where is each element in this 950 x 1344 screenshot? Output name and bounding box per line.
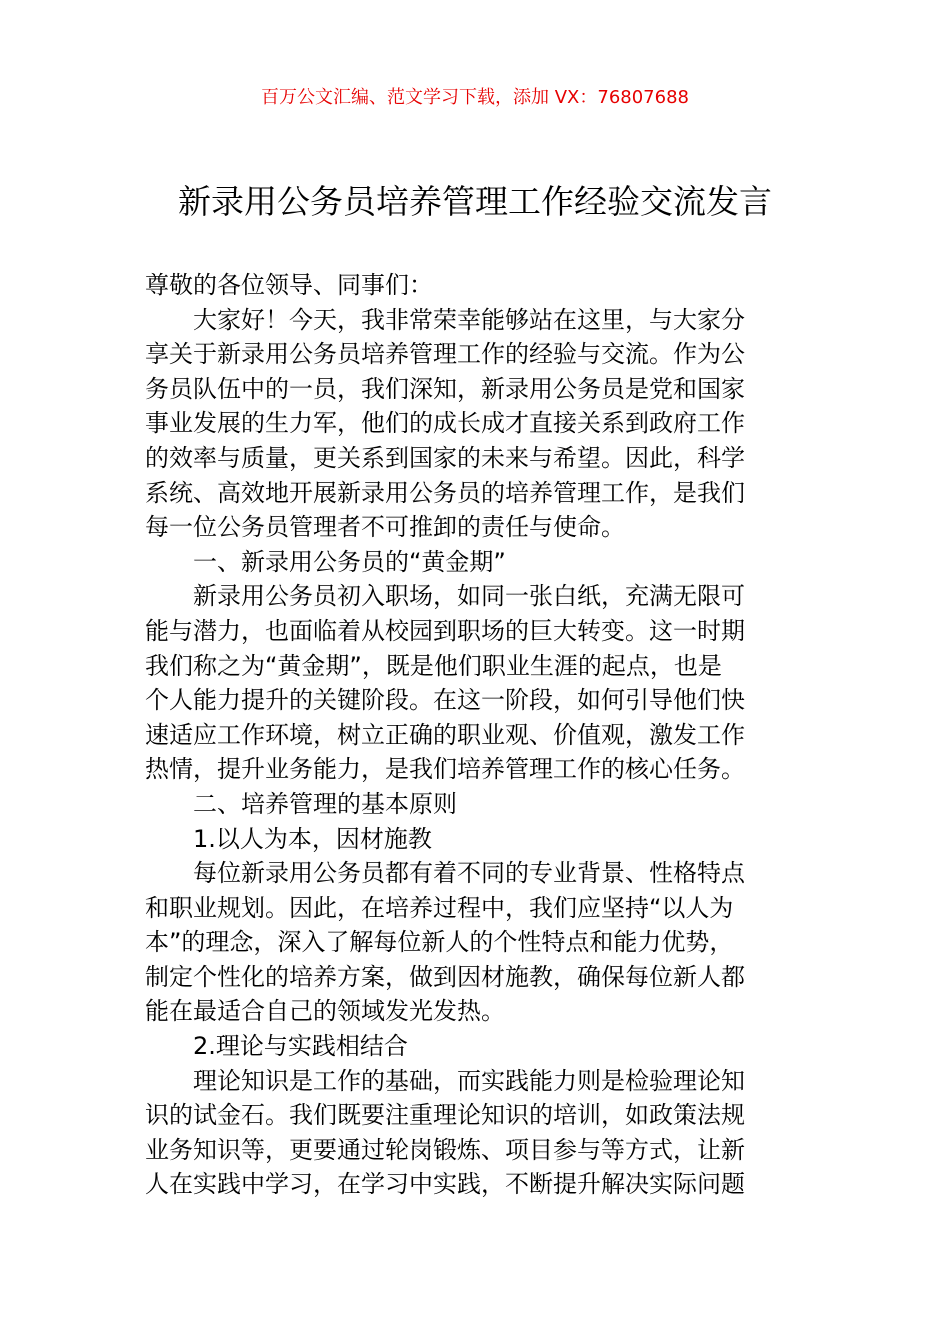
text-line: 理论知识是工作的基础，而实践能力则是检验理论知 xyxy=(193,1066,745,1095)
text-line: 大家好！今天，我非常荣幸能够站在这里，与大家分 xyxy=(193,305,745,334)
text-line: 1.以人为本，因材施教 xyxy=(193,824,432,853)
text-line: 我们称之为“黄金期”，既是他们职业生涯的起点，也是 xyxy=(145,651,722,680)
text-line: 二、培养管理的基本原则 xyxy=(193,789,457,818)
header-watermark: 百万公文汇编、范文学习下载，添加 VX：76807688 xyxy=(261,87,689,108)
text-line: 尊敬的各位领导、同事们： xyxy=(145,271,433,299)
text-line: 每一位公务员管理者不可推卸的责任与使命。 xyxy=(145,513,625,542)
text-line: 个人能力提升的关键阶段。在这一阶段，如何引导他们快 xyxy=(145,686,745,715)
text-line: 能与潜力，也面临着从校园到职场的巨大转变。这一时期 xyxy=(145,616,745,645)
text-line: 业务知识等，更要通过轮岗锻炼、项目参与等方式，让新 xyxy=(145,1135,745,1164)
text-line: 每位新录用公务员都有着不同的专业背景、性格特点 xyxy=(193,859,745,888)
text-line: 识的试金石。我们既要注重理论知识的培训，如政策法规 xyxy=(145,1101,745,1130)
text-line: 一、新录用公务员的“黄金期” xyxy=(193,547,506,576)
text-line: 享关于新录用公务员培养管理工作的经验与交流。作为公 xyxy=(145,340,745,369)
text-line: 事业发展的生力军，他们的成长成才直接关系到政府工作 xyxy=(145,409,745,438)
text-line: 和职业规划。因此，在培养过程中，我们应坚持“以人为 xyxy=(145,893,734,922)
document-title: 新录用公务员培养管理工作经验交流发言 xyxy=(178,182,772,221)
text-line: 新录用公务员初入职场，如同一张白纸，充满无限可 xyxy=(193,582,745,611)
text-line: 制定个性化的培养方案，做到因材施教，确保每位新人都 xyxy=(145,962,745,991)
text-line: 2.理论与实践相结合 xyxy=(193,1032,408,1061)
text-line: 人在实践中学习，在学习中实践，不断提升解决实际问题 xyxy=(145,1170,745,1199)
text-line: 热情，提升业务能力，是我们培养管理工作的核心任务。 xyxy=(145,755,745,784)
text-line: 本”的理念，深入了解每位新人的个性特点和能力优势， xyxy=(145,928,734,957)
text-line: 能在最适合自己的领域发光发热。 xyxy=(145,997,505,1026)
text-line: 系统、高效地开展新录用公务员的培养管理工作，是我们 xyxy=(145,478,745,507)
document-body xyxy=(145,268,809,1202)
text-line: 务员队伍中的一员，我们深知，新录用公务员是党和国家 xyxy=(145,374,745,403)
text-line: 的效率与质量，更关系到国家的未来与希望。因此，科学 xyxy=(145,443,745,472)
text-line: 速适应工作环境，树立正确的职业观、价值观，激发工作 xyxy=(145,720,745,749)
